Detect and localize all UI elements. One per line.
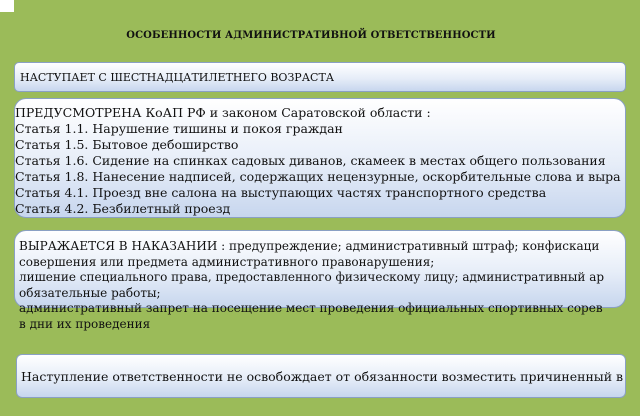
penalties-line: административный запрет на посещение мест проведения официальных спортивных сорев — [19, 301, 603, 315]
compensation-box — [16, 354, 626, 398]
age-text: НАСТУПАЕТ С ШЕСТНАДЦАТИЛЕТНЕГО ВОЗРАСТА — [20, 71, 335, 84]
corner-fragment — [0, 0, 14, 12]
penalties-line: обязательные работы; — [19, 285, 161, 300]
penalties-lines — [19, 239, 604, 332]
age-box — [14, 62, 626, 92]
penalties-line: ВЫРАЖАЕТСЯ В НАКАЗАНИИ : предупреждение; административный штраф; конфискаци — [19, 239, 600, 253]
penalties-box — [14, 230, 626, 331]
article-1-6: Статья 1.6. Сидение на спинках садовых диванов, скамеек в местах общего пользования — [15, 153, 606, 168]
legal-basis-box — [14, 98, 626, 218]
article-1-5: Статья 1.5. Бытовое дебоширство — [15, 137, 239, 152]
legal-basis-lines — [15, 105, 621, 217]
slide-title: ОСОБЕННОСТИ АДМИНИСТРАТИВНОЙ ОТВЕТСТВЕННОСТИ — [126, 30, 496, 41]
article-1-8: Статья 1.8. Нанесение надписей, содержащих нецензурные, оскорбительные слова и выра — [15, 169, 621, 184]
article-4-2: Статья 4.2. Безбилетный проезд — [15, 201, 231, 216]
article-4-1: Статья 4.1. Проезд вне салона на выступающих частях транспортного средства — [15, 185, 547, 200]
penalties-line: в дни их проведения — [19, 316, 151, 331]
penalties-line: совершения или предмета административного правонарушения; — [19, 254, 435, 269]
legal-basis-heading: ПРЕДУСМОТРЕНА КоАП РФ и законом Саратовской области : — [15, 105, 431, 120]
penalties-line: лишение специального права, предоставленного физическому лицу; административный ар — [19, 270, 605, 284]
compensation-text: Наступление ответственности не освобождает от обязанности возместить причиненный в — [21, 369, 624, 384]
article-1-1: Статья 1.1. Нарушение тишины и покоя граждан — [15, 121, 343, 136]
